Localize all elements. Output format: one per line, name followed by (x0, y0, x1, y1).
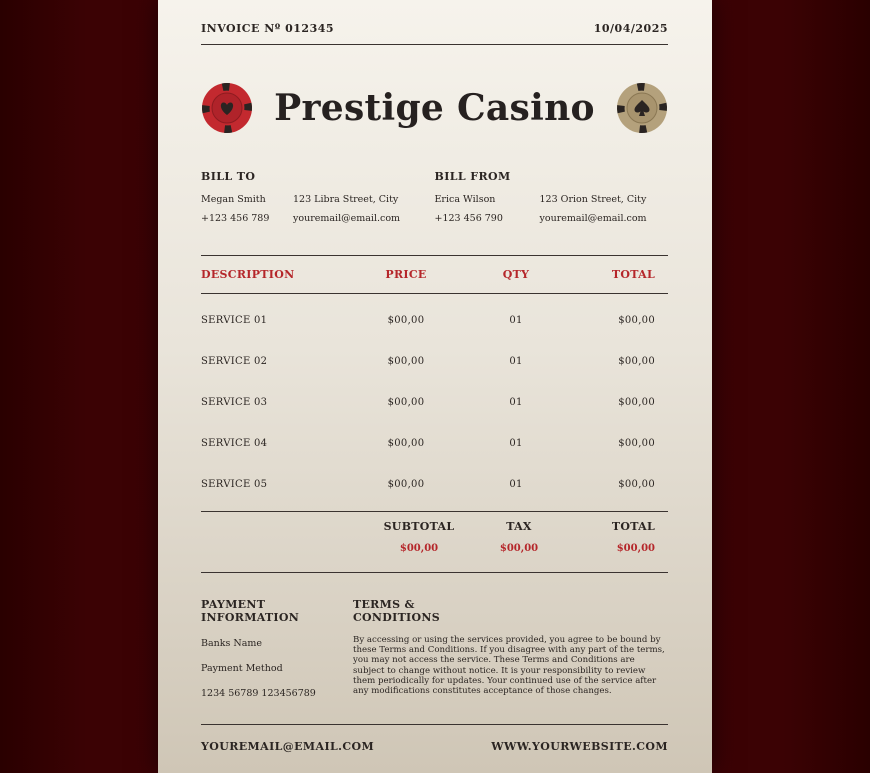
billing-section (201, 170, 668, 224)
terms-text: By accessing or using the services provided, you agree to be bound by these Terms and Conditions. If you disagree with any part of the terms, you may not access the service. These Terms and Conditions are subject to change without notice. It is your responsibility to review them periodically for updates. Your continued use of the service after any modifications constitutes acceptance of those changes. (353, 635, 665, 697)
payment-heading-line1: PAYMENT (201, 598, 266, 611)
table-row (201, 300, 668, 341)
item-description: SERVICE 01 (201, 315, 268, 326)
brand-row (201, 80, 668, 136)
item-description: SERVICE 03 (201, 397, 268, 408)
item-total: $00,00 (618, 356, 655, 367)
account-number: 1234 56789 123456789 (201, 688, 316, 699)
subtotal-value: $00,00 (399, 543, 439, 554)
bank-name: Banks Name (201, 638, 263, 649)
bill-to-address: 123 Libra Street, City (293, 194, 399, 205)
item-description: SERVICE 02 (201, 356, 268, 367)
bill-from (435, 170, 669, 224)
item-description: SERVICE 05 (201, 479, 268, 490)
item-price: $00,00 (387, 356, 425, 367)
payment-information (201, 598, 353, 699)
header-price: PRICE (385, 267, 427, 281)
invoice-header-bar (201, 22, 668, 35)
item-qty: 01 (509, 438, 523, 449)
terms-heading-line1: TERMS & (353, 598, 415, 611)
item-description: SERVICE 04 (201, 438, 268, 449)
item-total: $00,00 (618, 438, 655, 449)
footer-website: WWW.YOURWEBSITE.COM (491, 740, 668, 753)
table-row (201, 423, 668, 464)
item-price: $00,00 (387, 315, 425, 326)
subtotal-label: SUBTOTAL (383, 520, 455, 533)
item-qty: 01 (509, 315, 523, 326)
divider (201, 255, 668, 256)
footer (201, 740, 668, 753)
divider (201, 511, 668, 512)
table-header (201, 262, 668, 286)
item-qty: 01 (509, 356, 523, 367)
casino-name: Prestige Casino (274, 87, 595, 129)
terms-and-conditions (353, 598, 668, 699)
bottom-section (201, 598, 668, 699)
invoice-page (158, 0, 712, 773)
footer-email: YOUREMAIL@EMAIL.COM (201, 740, 375, 753)
payment-heading (201, 598, 353, 624)
divider (201, 572, 668, 573)
tax-value: $00,00 (499, 543, 539, 554)
total-value: $00,00 (616, 543, 655, 554)
terms-heading-line2: CONDITIONS (353, 611, 440, 624)
bill-from-phone: +123 456 790 (434, 213, 503, 224)
payment-method: Payment Method (201, 663, 283, 674)
payment-heading-line2: INFORMATION (201, 611, 300, 624)
invoice-date: 10/04/2025 (593, 22, 668, 35)
heart-chip-icon (201, 82, 253, 134)
item-price: $00,00 (387, 479, 425, 490)
bill-to-name: Megan Smith (201, 194, 266, 205)
bill-to-email: youremail@email.com (293, 213, 401, 224)
item-qty: 01 (509, 397, 523, 408)
table-row (201, 341, 668, 382)
divider (201, 724, 668, 725)
item-total: $00,00 (618, 397, 655, 408)
bill-from-address: 123 Orion Street, City (539, 194, 647, 205)
item-price: $00,00 (387, 397, 425, 408)
item-total: $00,00 (618, 315, 655, 326)
bill-to (201, 170, 435, 224)
totals-summary (201, 520, 668, 554)
divider (201, 293, 668, 294)
bill-from-email: youremail@email.com (539, 213, 647, 224)
tax-label: TAX (506, 520, 532, 533)
header-qty: QTY (502, 267, 530, 281)
item-qty: 01 (509, 479, 523, 490)
total-label: TOTAL (611, 520, 655, 533)
bill-to-heading: BILL TO (201, 170, 256, 183)
divider (201, 44, 668, 45)
item-total: $00,00 (618, 479, 655, 490)
spade-chip-icon (616, 82, 668, 134)
item-price: $00,00 (387, 438, 425, 449)
invoice-number: INVOICE Nº 012345 (201, 22, 335, 35)
bill-from-heading: BILL FROM (434, 170, 511, 183)
bill-from-name: Erica Wilson (434, 194, 496, 205)
table-row (201, 464, 668, 505)
line-items (201, 300, 668, 505)
header-total: TOTAL (611, 267, 655, 281)
bill-to-phone: +123 456 789 (201, 213, 270, 224)
table-row (201, 382, 668, 423)
header-description: DESCRIPTION (201, 267, 295, 281)
terms-heading (353, 598, 668, 624)
